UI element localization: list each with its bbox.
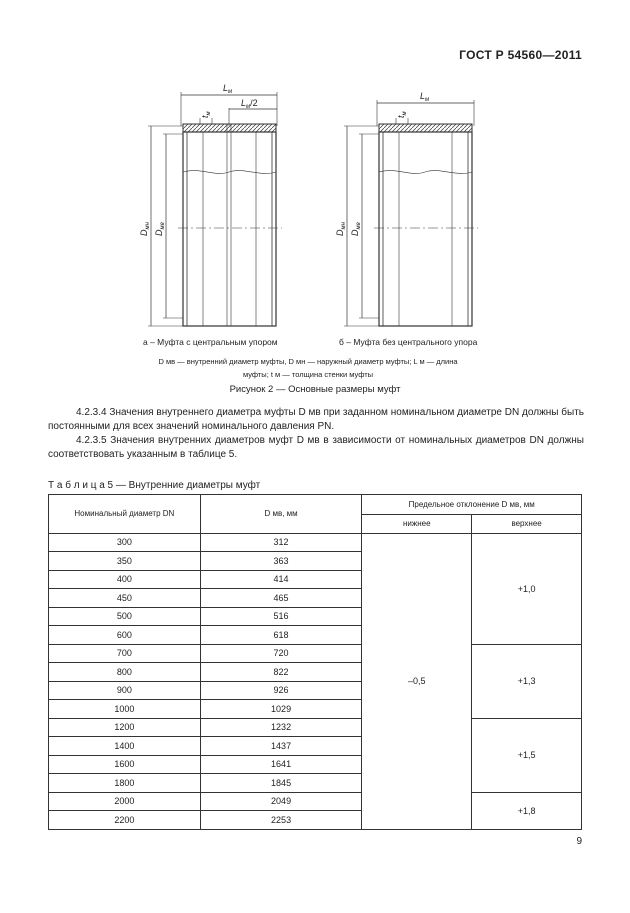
upper-deviation-2: +1,3: [472, 644, 582, 718]
coupling-with-stop: [148, 92, 282, 326]
table-row: 1400 1437: [49, 737, 582, 756]
figure-title: Рисунок 2 — Основные размеры муфт: [229, 384, 401, 395]
figure-legend-2: муфты; t м — толщина стенки муфты: [242, 370, 374, 379]
label-dmn-a: $D_{мн}$: [139, 222, 151, 236]
table-row: 450 465: [49, 589, 582, 608]
diameters-table: [48, 494, 582, 830]
table-row: 500 516: [49, 607, 582, 626]
table-row: 1200 1232 +1,5: [49, 718, 582, 737]
coupling-without-stop: [344, 100, 478, 326]
table-row: 1800 1845: [49, 774, 582, 793]
label-dmv-b: $D_{мв}$: [350, 222, 362, 236]
upper-deviation-3: +1,5: [472, 718, 582, 792]
label-lm-half: $L_м/2$: [241, 98, 258, 110]
caption-a: а – Муфта с центральным упором: [143, 337, 278, 347]
table-row: 800 822: [49, 663, 582, 682]
header-lower: нижнее: [362, 515, 472, 534]
coupling-drawing: [0, 0, 630, 380]
table-row: 2200 2253: [49, 811, 582, 830]
upper-deviation-4: +1,8: [472, 792, 582, 829]
paragraph-4-2-3-5: 4.2.3.5 Значения внутренних диаметров муфт D мв в зависимости от номинальных диаметров DN должны соответствовать указанным в таблице 5.: [48, 435, 584, 460]
table-row: 700 720 +1,3: [49, 644, 582, 663]
paragraph-4-2-3-4: 4.2.3.4 Значения внутреннего диаметра муфты D мв при заданном номинальном диаметре DN должны быть постоянными для всех значений номинального давления PN.: [48, 407, 584, 432]
table-row: 1600 1641: [49, 755, 582, 774]
header-deviation: Предельное отклонение D мв, мм: [362, 495, 582, 515]
label-lm-b: $L_м$: [420, 91, 430, 103]
header-upper: верхнее: [472, 515, 582, 534]
table-row: 2000 2049 +1,8: [49, 792, 582, 811]
lower-deviation: –0,5: [362, 533, 472, 829]
table-row: 600 618: [49, 626, 582, 645]
header-dn: Номинальный диаметр DN: [49, 495, 201, 534]
table-row: 400 414: [49, 570, 582, 589]
label-lm-a: $L_м$: [223, 83, 233, 95]
label-tm-b: $t_м$: [396, 111, 408, 118]
page-number: 9: [576, 836, 582, 847]
caption-b: б – Муфта без центрального упора: [339, 337, 478, 347]
header-dmv: D мв, мм: [200, 495, 362, 534]
table-row: 900 926: [49, 681, 582, 700]
table-row: 350 363: [49, 552, 582, 571]
standard-number: ГОСТ Р 54560—2011: [459, 48, 582, 62]
figure-legend-1: D мв — внутренний диаметр муфты, D мн — наружный диаметр муфты; L м — длина: [158, 357, 458, 366]
upper-deviation-1: +1,0: [472, 533, 582, 644]
label-dmv-a: $D_{мв}$: [154, 222, 166, 236]
label-tm-a: $t_м$: [200, 111, 212, 118]
label-dmn-b: $D_{мн}$: [335, 222, 347, 236]
table-row: 1000 1029: [49, 700, 582, 719]
table-row: 300 312 –0,5 +1,0: [49, 533, 582, 552]
table-title: Т а б л и ц а 5 — Внутренние диаметры муфт: [48, 480, 261, 491]
